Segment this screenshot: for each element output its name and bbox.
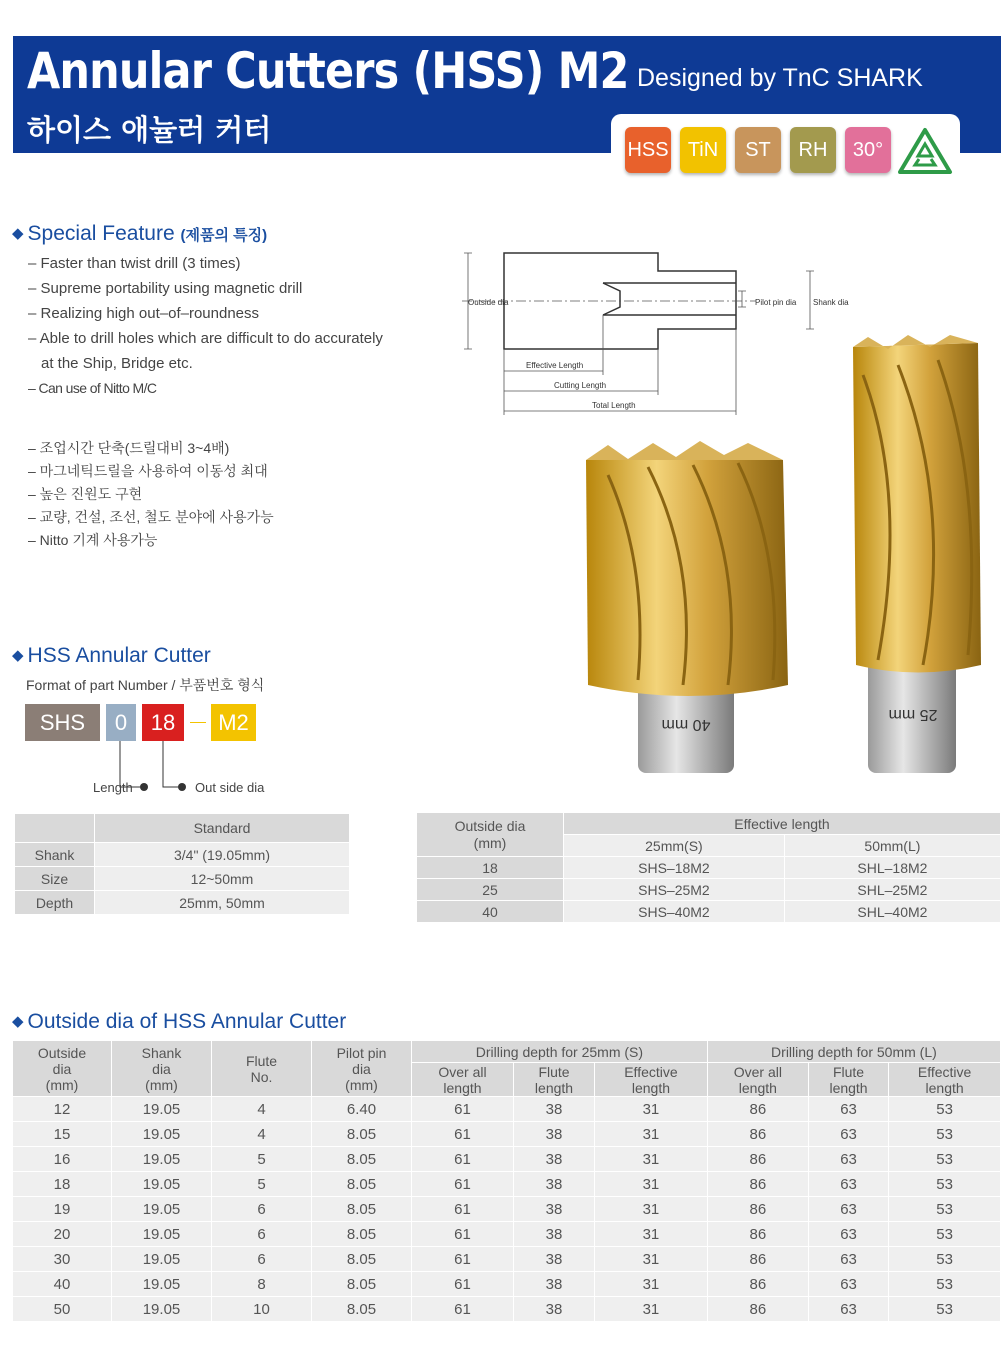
table-header-cell: Drilling depth for 25mm (S): [412, 1041, 708, 1063]
table-header-cell: Effective length: [889, 1063, 1001, 1097]
list-item: at the Ship, Bridge etc.: [41, 355, 193, 372]
table-cell: 8.05: [312, 1122, 412, 1147]
table-row: [417, 857, 1001, 879]
table-cell: 38: [513, 1122, 594, 1147]
feature-badges: [625, 127, 891, 173]
table-cell: 61: [412, 1222, 514, 1247]
table-cell: 40: [13, 1272, 112, 1297]
table-row: [13, 1147, 1001, 1172]
table-cell: 61: [412, 1172, 514, 1197]
cutter-size-label: 40 mm: [661, 716, 711, 733]
table-cell: SHS–18M2: [564, 857, 785, 879]
table-header-cell: Outside dia (mm): [13, 1041, 112, 1097]
table-cell: 8.05: [312, 1197, 412, 1222]
table-cell: 38: [513, 1172, 594, 1197]
table-cell: 18: [417, 857, 564, 879]
table-cell: 86: [707, 1172, 808, 1197]
cutter-photo-long: [853, 335, 981, 773]
table-header-cell: Standard: [95, 814, 350, 843]
table-row: [13, 1122, 1001, 1147]
table-cell: Depth: [15, 891, 95, 915]
table-cell: 53: [889, 1097, 1001, 1122]
table-cell: 63: [808, 1122, 888, 1147]
table-cell: 63: [808, 1297, 888, 1322]
table-header-cell: Flute length: [808, 1063, 888, 1097]
part-code-dash: [190, 722, 206, 723]
diagram-label: Effective Length: [526, 361, 584, 370]
table-cell: 16: [13, 1147, 112, 1172]
table-row: [13, 1197, 1001, 1222]
table-cell: 61: [412, 1247, 514, 1272]
table-cell: SHL–18M2: [784, 857, 1000, 879]
table-cell: 61: [412, 1197, 514, 1222]
page-subtitle-korean: 하이스 애뉼러 커터: [27, 113, 272, 147]
list-item: – Can use of Nitto M/C: [28, 380, 157, 396]
table-cell: 19.05: [112, 1097, 212, 1122]
table-cell: 61: [412, 1297, 514, 1322]
table-cell: SHS–25M2: [564, 879, 785, 901]
table-row: [13, 1097, 1001, 1122]
table-cell: 38: [513, 1097, 594, 1122]
table-cell: 38: [513, 1147, 594, 1172]
table-cell: 53: [889, 1197, 1001, 1222]
table-cell: 19.05: [112, 1122, 212, 1147]
table-cell: Shank: [15, 843, 95, 867]
table-cell: 4: [212, 1097, 312, 1122]
table-header-cell: Over all length: [707, 1063, 808, 1097]
table-cell: 53: [889, 1247, 1001, 1272]
table-cell: 40: [417, 901, 564, 923]
table-cell: 8.05: [312, 1147, 412, 1172]
table-row: [417, 901, 1001, 923]
table-cell: 86: [707, 1297, 808, 1322]
table-cell: 63: [808, 1147, 888, 1172]
table-cell: 86: [707, 1222, 808, 1247]
diagram-label: Outside dia: [468, 298, 509, 307]
table-cell: 30: [13, 1247, 112, 1272]
table-cell: 18: [13, 1172, 112, 1197]
table-cell: 38: [513, 1197, 594, 1222]
feature-list-ko: [28, 437, 274, 552]
table-row: [13, 1172, 1001, 1197]
part-code-series: SHS: [25, 704, 100, 741]
table-header-cell: Flute length: [513, 1063, 594, 1097]
table-cell: 63: [808, 1247, 888, 1272]
table-row: [417, 879, 1001, 901]
table-cell: 8: [212, 1272, 312, 1297]
table-cell: 12~50mm: [95, 867, 350, 891]
badge-angle: 30°: [845, 127, 891, 173]
list-item: – Able to drill holes which are difficult to do accurately: [28, 330, 383, 347]
table-header-cell: 50mm(L): [784, 835, 1000, 857]
hss-cutter-heading: ◆ HSS Annular Cutter: [12, 644, 211, 667]
feature-list-en: [28, 251, 383, 401]
table-cell: 38: [513, 1297, 594, 1322]
table-cell: 63: [808, 1222, 888, 1247]
badge-tin: TiN: [680, 127, 726, 173]
table-cell: Size: [15, 867, 95, 891]
table-cell: 5: [212, 1172, 312, 1197]
table-cell: 86: [707, 1122, 808, 1147]
table-cell: 53: [889, 1297, 1001, 1322]
table-row: [15, 891, 350, 915]
table-cell: 86: [707, 1272, 808, 1297]
table-cell: 50: [13, 1297, 112, 1322]
table-cell: 86: [707, 1197, 808, 1222]
table-header-cell: Effective length: [564, 813, 1001, 835]
table-cell: 31: [595, 1297, 708, 1322]
outside-dia-note: Out side dia: [195, 780, 265, 795]
table-cell: 86: [707, 1147, 808, 1172]
table-header-cell: Pilot pin dia (mm): [312, 1041, 412, 1097]
table-cell: 8.05: [312, 1272, 412, 1297]
table-cell: 31: [595, 1172, 708, 1197]
cutter-photo-short: [586, 441, 788, 773]
table-cell: 25mm, 50mm: [95, 891, 350, 915]
table-cell: 31: [595, 1222, 708, 1247]
table-cell: 31: [595, 1122, 708, 1147]
outside-dia-heading: ◆ Outside dia of HSS Annular Cutter: [12, 1010, 347, 1033]
table-cell: 19.05: [112, 1247, 212, 1272]
table-cell: SHS–40M2: [564, 901, 785, 923]
table-row: [15, 843, 350, 867]
table-cell: 19.05: [112, 1197, 212, 1222]
designed-by-text: Designed by TnC SHARK: [637, 64, 923, 92]
table-cell: 12: [13, 1097, 112, 1122]
table-header-cell: Drilling depth for 50mm (L): [707, 1041, 1000, 1063]
table-cell: 61: [412, 1272, 514, 1297]
table-cell: 15: [13, 1122, 112, 1147]
table-cell: 8.05: [312, 1247, 412, 1272]
table-cell: 5: [212, 1147, 312, 1172]
table-cell: 8.05: [312, 1297, 412, 1322]
table-header-cell: Effective length: [595, 1063, 708, 1097]
table-row: [13, 1272, 1001, 1297]
table-cell: 61: [412, 1147, 514, 1172]
table-cell: 63: [808, 1097, 888, 1122]
table-header-cell: [15, 814, 95, 843]
table-cell: 38: [513, 1272, 594, 1297]
table-cell: 19.05: [112, 1222, 212, 1247]
diagram-label: Total Length: [592, 401, 636, 410]
table-header-row: [15, 814, 350, 843]
table-cell: 19: [13, 1197, 112, 1222]
table-cell: 6: [212, 1247, 312, 1272]
table-header-cell: Shank dia (mm): [112, 1041, 212, 1097]
table-header-row: [13, 1041, 1001, 1063]
table-cell: 19.05: [112, 1297, 212, 1322]
diagram-label: Cutting Length: [554, 381, 607, 390]
table-cell: 6: [212, 1197, 312, 1222]
table-cell: 6: [212, 1222, 312, 1247]
table-cell: 25: [417, 879, 564, 901]
diagram-label: Shank dia: [813, 298, 849, 307]
table-header-cell: Outside dia (mm): [417, 813, 564, 857]
outside-dia-table: [12, 1040, 1001, 1322]
table-cell: SHL–25M2: [784, 879, 1000, 901]
recycle-icon: [897, 127, 953, 175]
table-cell: 38: [513, 1222, 594, 1247]
list-item: – 교량, 건설, 조선, 철도 분야에 사용가능: [28, 509, 274, 525]
table-cell: 63: [808, 1172, 888, 1197]
list-item: – Nitto 기계 사용가능: [28, 532, 158, 548]
table-cell: 31: [595, 1272, 708, 1297]
badge-hss: HSS: [625, 127, 671, 173]
product-photos: [578, 335, 998, 780]
list-item: – Realizing high out–of–roundness: [28, 305, 259, 322]
table-cell: 19.05: [112, 1272, 212, 1297]
table-cell: 19.05: [112, 1147, 212, 1172]
diamond-bullet-icon: ◆: [12, 1013, 24, 1030]
effective-length-table: [416, 812, 1001, 923]
table-cell: 19.05: [112, 1172, 212, 1197]
table-cell: 53: [889, 1272, 1001, 1297]
table-row: [15, 867, 350, 891]
table-row: [13, 1247, 1001, 1272]
table-cell: 3/4" (19.05mm): [95, 843, 350, 867]
table-cell: 53: [889, 1172, 1001, 1197]
badge-rh: RH: [790, 127, 836, 173]
list-item: – Faster than twist drill (3 times): [28, 255, 241, 272]
table-cell: 10: [212, 1297, 312, 1322]
table-cell: 20: [13, 1222, 112, 1247]
table-cell: 63: [808, 1272, 888, 1297]
table-header-cell: Flute No.: [212, 1041, 312, 1097]
table-cell: 53: [889, 1122, 1001, 1147]
cutter-size-label: 25 mm: [888, 706, 938, 723]
table-cell: 53: [889, 1222, 1001, 1247]
part-code-length: 0: [106, 704, 136, 741]
table-cell: 86: [707, 1097, 808, 1122]
table-cell: 53: [889, 1147, 1001, 1172]
diagram-label: Pilot pin dia: [755, 298, 797, 307]
table-cell: 8.05: [312, 1222, 412, 1247]
table-cell: 4: [212, 1122, 312, 1147]
table-cell: 8.05: [312, 1172, 412, 1197]
table-cell: 61: [412, 1122, 514, 1147]
table-cell: 31: [595, 1197, 708, 1222]
table-cell: 38: [513, 1247, 594, 1272]
table-cell: 6.40: [312, 1097, 412, 1122]
special-feature-heading: ◆ Special Feature (제품의 특징): [12, 222, 268, 245]
part-code-diameter: 18: [142, 704, 184, 741]
table-cell: 86: [707, 1247, 808, 1272]
diamond-bullet-icon: ◆: [12, 647, 24, 664]
part-code-material: M2: [211, 704, 256, 741]
table-cell: 31: [595, 1147, 708, 1172]
list-item: – 마그네틱드릴을 사용하여 이동성 최대: [28, 463, 268, 479]
outside-dia-table-body: [13, 1097, 1001, 1322]
table-header-cell: Over all length: [412, 1063, 514, 1097]
list-item: – 조업시간 단축(드릴대비 3~4배): [28, 440, 230, 456]
table-cell: 63: [808, 1197, 888, 1222]
table-cell: SHL–40M2: [784, 901, 1000, 923]
standard-table: [14, 813, 350, 915]
table-header-row: [417, 813, 1001, 835]
table-cell: 61: [412, 1097, 514, 1122]
length-note: Length: [93, 780, 133, 795]
diamond-bullet-icon: ◆: [12, 225, 24, 242]
page-title: Annular Cutters (HSS) M2: [27, 42, 629, 100]
list-item: – Supreme portability using magnetic drill: [28, 280, 303, 297]
table-row: [13, 1297, 1001, 1322]
table-header-cell: 25mm(S): [564, 835, 785, 857]
table-row: [13, 1222, 1001, 1247]
part-number-format-label: Format of part Number / 부품번호 형식: [26, 677, 265, 693]
list-item: – 높은 진원도 구현: [28, 486, 143, 502]
table-cell: 31: [595, 1097, 708, 1122]
badge-st: ST: [735, 127, 781, 173]
table-cell: 31: [595, 1247, 708, 1272]
